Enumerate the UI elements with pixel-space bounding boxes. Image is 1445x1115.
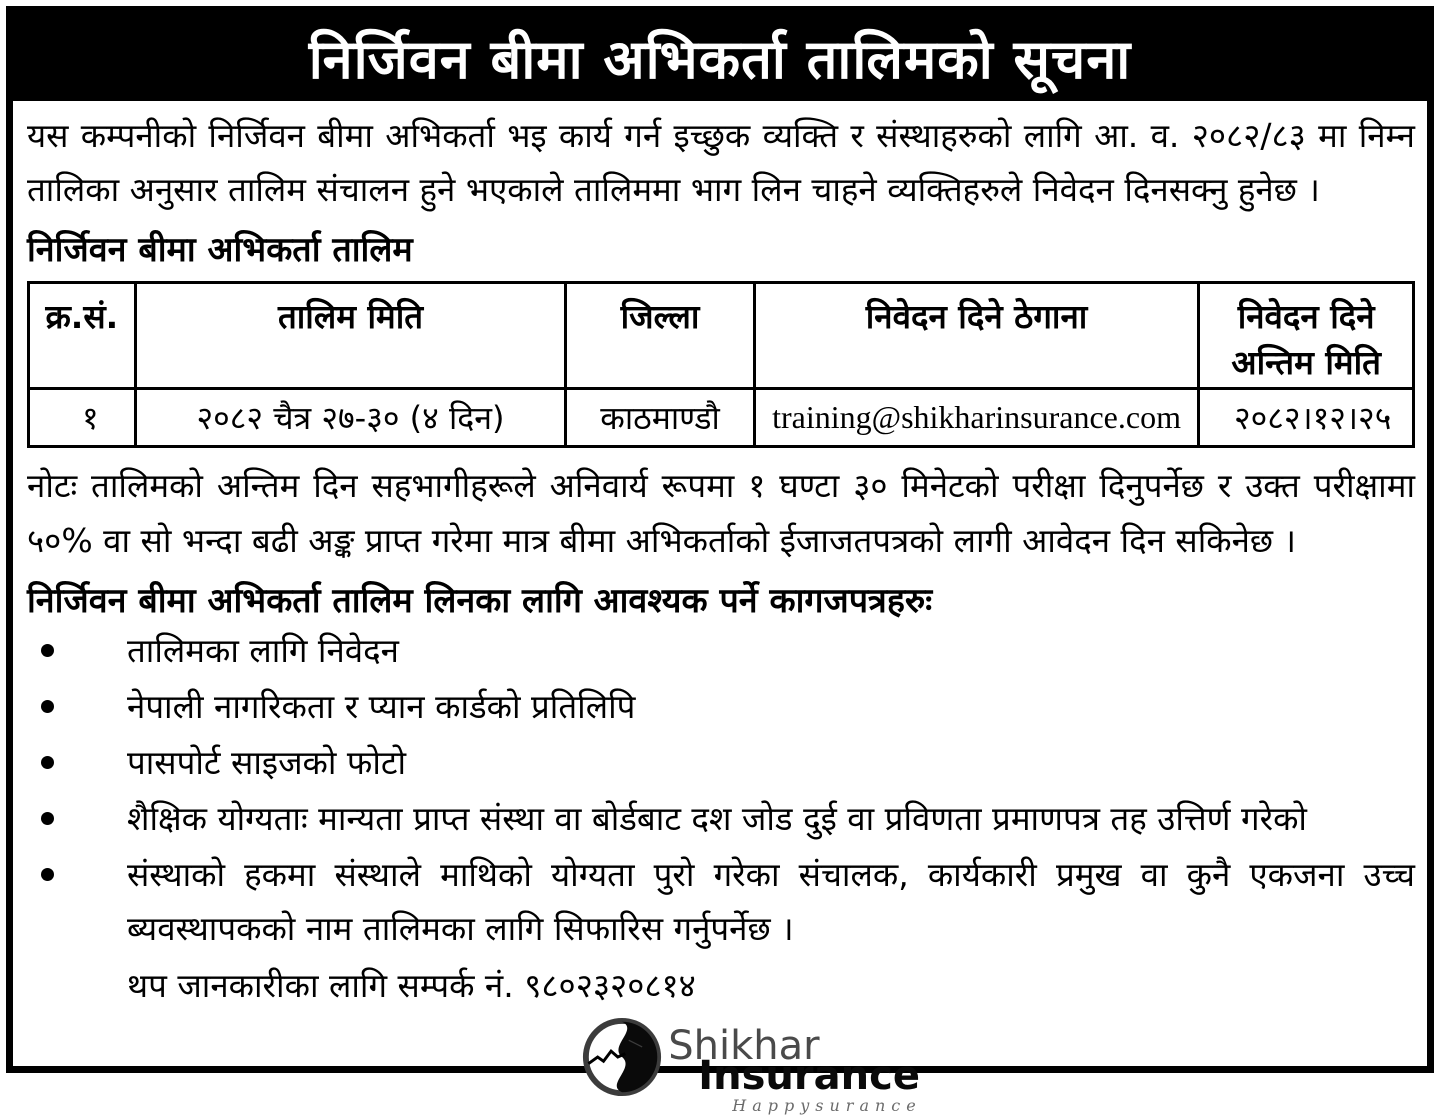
bullet-icon	[41, 756, 54, 769]
list-item	[27, 792, 1415, 846]
required-documents-heading: निर्जिवन बीमा अभिकर्ता तालिम लिनका लागि आवश्यक पर्ने कागजपत्रहरुः	[27, 581, 933, 621]
list-item-text: तालिमका लागि निवेदन	[127, 631, 399, 670]
cell-last-date: २०८२।१२।२५	[1199, 389, 1414, 447]
list-item	[27, 624, 1415, 678]
cell-training-date: २०८२ चैत्र २७-३० (४ दिन)	[135, 389, 566, 447]
logo-brand-top: Shikhar	[668, 1023, 820, 1069]
logo-wordmark	[668, 1012, 921, 1115]
notice-title-bar	[13, 13, 1427, 101]
list-item	[27, 848, 1415, 956]
header-application-address: निवेदन दिने ठेगाना	[754, 283, 1199, 389]
list-item-text: पासपोर्ट साइजको फोटो	[127, 743, 407, 782]
table-row	[29, 389, 1414, 447]
document-border-frame	[6, 6, 1434, 1115]
bullet-icon	[41, 644, 54, 657]
list-item-text: शैक्षिक योग्यताः मान्यता प्राप्त संस्था वा बोर्डबाट दश जोड दुई वा प्रविणता प्रमाणपत्र तह उत्तिर्ण गरेको	[127, 799, 1307, 838]
intro-paragraph: यस कम्पनीको निर्जिवन बीमा अभिकर्ता भइ कार्य गर्न इच्छुक व्यक्ति र संस्थाहरुको लागि आ. व. २०८२/८३ मा निम्न तालिका अनुसार तालिम संचालन हुने भएकाले तालिममा भाग लिन चाहने व्यक्तिहरुले निवेदन दिनसक्नु हुनेछ ।	[27, 116, 1415, 209]
header-training-date: तालिम मिति	[135, 283, 566, 389]
contact-info: थप जानकारीका लागि सम्पर्क नं. ९८०२३२०८१४	[127, 966, 696, 1005]
table-header-row	[29, 283, 1414, 389]
shikhar-logo-icon	[580, 1012, 664, 1102]
notice-title: निर्जिवन बीमा अभिकर्ता तालिमको सूचना	[308, 28, 1132, 91]
exam-note-paragraph: नोटः तालिमको अन्तिम दिन सहभागीहरूले अनिवार्य रूपमा १ घण्टा ३० मिनेटको परीक्षा दिनुपर्नेछ र उक्त परीक्षामा ५०% वा सो भन्दा बढी अङ्क प्राप्त गरेमा मात्र बीमा अभिकर्ताको ईजाजतपत्रको लागी आवेदन दिन सकिनेछ ।	[27, 466, 1415, 560]
list-item-text: संस्थाको हकमा संस्थाले माथिको योग्यता पुरो गरेका संचालक, कार्यकारी प्रमुख वा कुनै एकजना उच्च ब्यवस्थापकको नाम तालिमका लागि सिफारिस गर्नुपर्नेछ ।	[127, 855, 1415, 948]
required-documents-list	[27, 624, 1415, 956]
header-district: जिल्ला	[566, 283, 754, 389]
bullet-icon	[41, 812, 54, 825]
list-item	[27, 680, 1415, 734]
training-table-heading: निर्जिवन बीमा अभिकर्ता तालिम	[27, 230, 413, 270]
logo-brand-bottom: Insurance	[698, 1053, 920, 1099]
shikhar-insurance-logo	[57, 1012, 1445, 1115]
training-schedule-table	[27, 281, 1415, 448]
header-last-date: निवेदन दिने अन्तिम मिति	[1199, 283, 1414, 389]
cell-application-email: training@shikharinsurance.com	[754, 389, 1199, 447]
cell-serial-number: १	[29, 389, 136, 447]
cell-district: काठमाण्डौ	[566, 389, 754, 447]
logo-tagline: Happysurance	[732, 1096, 922, 1115]
bullet-icon	[41, 700, 54, 713]
bullet-icon	[41, 868, 54, 881]
list-item-text: नेपाली नागरिकता र प्यान कार्डको प्रतिलिपि	[127, 687, 636, 726]
notice-body	[13, 101, 1427, 1115]
header-serial-number: क्र.सं.	[29, 283, 136, 389]
list-item	[27, 736, 1415, 790]
